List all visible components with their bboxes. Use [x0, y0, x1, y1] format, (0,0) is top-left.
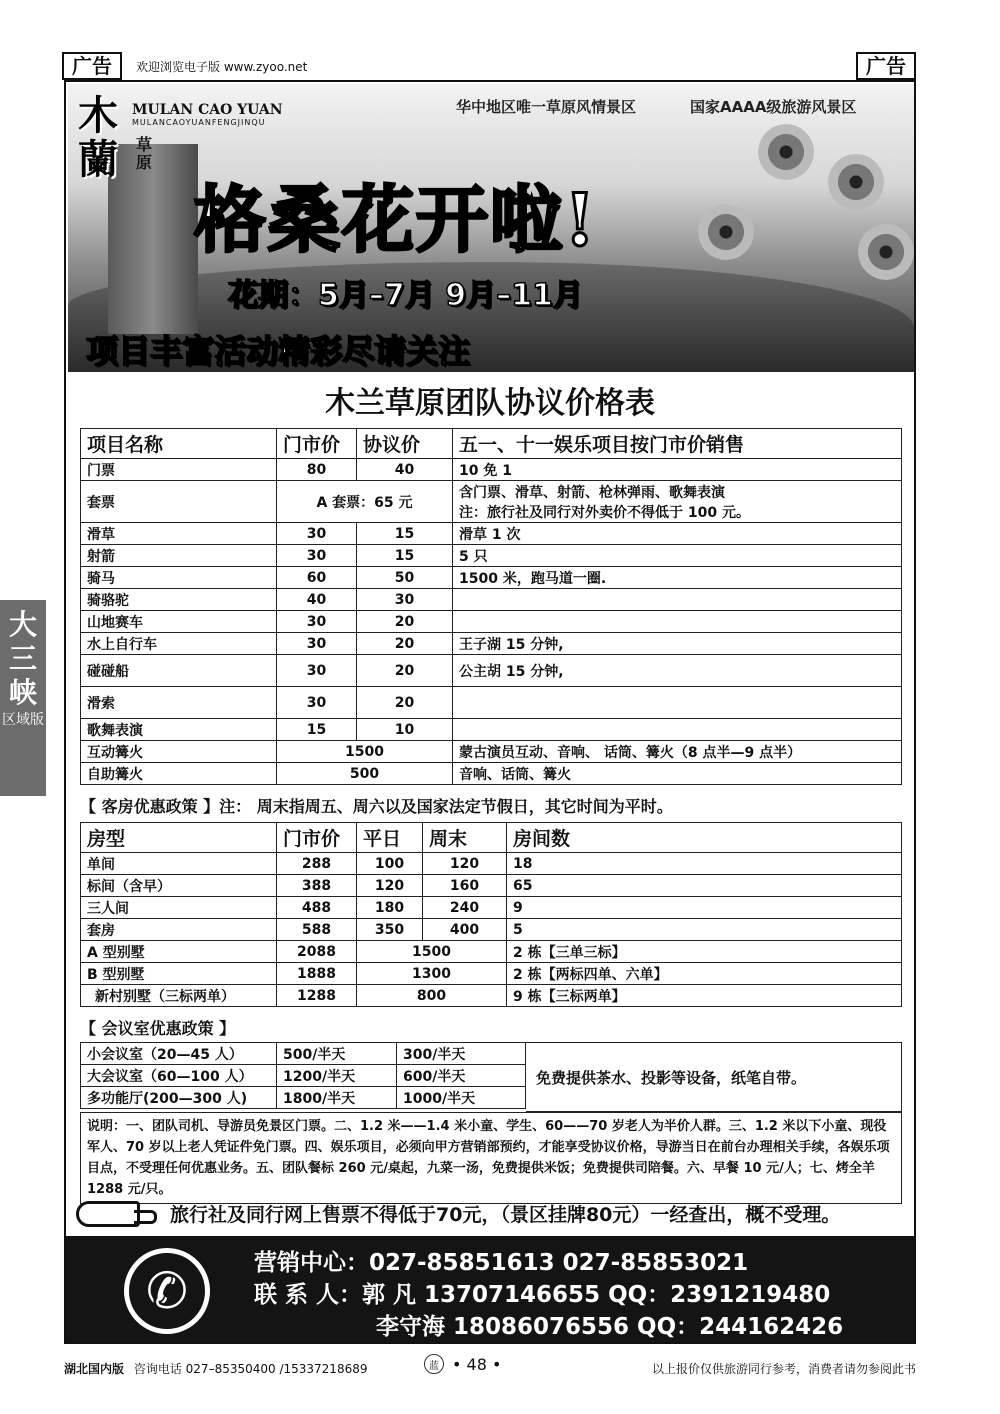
- logo-small-text: 草原: [136, 135, 153, 172]
- table-row: [81, 963, 902, 985]
- table-row: [81, 481, 902, 523]
- bonfire-price: 1500: [277, 741, 453, 763]
- agreed-price: 15: [357, 545, 453, 567]
- header-weekend: 周末: [423, 823, 507, 853]
- package-note-1: 含门票、滑草、射箭、枪林弹雨、歌舞表演: [459, 484, 725, 501]
- room-price-table: [80, 822, 902, 1007]
- slogan: 项目丰富活动精彩尽请关注: [86, 332, 471, 370]
- table-row: [81, 719, 902, 741]
- terms-notes: 说明：一、团队司机、导游员免景区门票。二、1.2 米——1.4 米小童、学生、60——70 岁老人为半价人群。三、1.2 米以下小童、现役军人、70 岁以上老人凭证件免门票。四、娱乐项目，必须向甲方营销部预约，才能享受协议价格，导游当日在前台办理相关手续，各娱乐项目点，不受理任何优惠业务。五、团队餐标 260 元/桌起，九菜一汤，免费提供米饭；免费提供司陪餐。六、早餐 10 元/人；七、烤全羊 1288 元/只。: [80, 1112, 902, 1204]
- table-row: [81, 655, 902, 687]
- project-note: 10 免 1: [453, 459, 902, 481]
- project-note: [453, 611, 902, 633]
- room-type: 单间: [81, 853, 277, 875]
- edition-badge: 蓝: [424, 1354, 444, 1374]
- table-row: [81, 875, 902, 897]
- meeting-policy-heading: 【 会议室优惠政策 】: [80, 1019, 236, 1038]
- project-name: 滑草: [81, 523, 277, 545]
- retail-price: 30: [277, 611, 357, 633]
- logo-english-sub: MULANCAOYUANFENGJINQU: [132, 118, 266, 127]
- project-note: [453, 481, 902, 523]
- weekend-price: 240: [423, 897, 507, 919]
- agreed-price: 40: [357, 459, 453, 481]
- room-count: 9 栋【三标两单】: [507, 985, 902, 1007]
- table-row: [81, 1087, 526, 1109]
- meeting-room-name: 多功能厅(200—300 人): [81, 1087, 277, 1109]
- project-note: 公主胡 15 分钟,: [453, 655, 902, 687]
- package-price: A 套票：65 元: [277, 481, 453, 523]
- agreed-price: 10: [357, 719, 453, 741]
- room-count: 5: [507, 919, 902, 941]
- meeting-room-table: [80, 1042, 526, 1109]
- project-name: 自助篝火: [81, 763, 277, 785]
- header-note: 五一、十一娱乐项目按门市价销售: [453, 429, 902, 459]
- agreed-price: 300/半天: [397, 1043, 526, 1065]
- room-count: 9: [507, 897, 902, 919]
- welcome-text[interactable]: 欢迎浏览电子版 www.zyoo.net: [136, 60, 308, 74]
- retail-price: 1200/半天: [277, 1065, 397, 1087]
- room-count: 65: [507, 875, 902, 897]
- villa-price: 1500: [357, 941, 507, 963]
- project-name: 滑索: [81, 687, 277, 719]
- retail-price: 30: [277, 545, 357, 567]
- hotline: 咨询电话 027–85350400 /15337218689: [133, 1362, 368, 1376]
- meeting-room-name: 大会议室（60—100 人）: [81, 1065, 277, 1087]
- table-row: [81, 611, 902, 633]
- agreed-price: 20: [357, 633, 453, 655]
- table-row: [81, 897, 902, 919]
- agreed-price: 600/半天: [397, 1065, 526, 1087]
- bonfire-price: 500: [277, 763, 453, 785]
- footer-disclaimer: 以上报价仅供旅游同行参考，消费者请勿参阅此书: [651, 1362, 916, 1376]
- room-type: 标间（含早）: [81, 875, 277, 897]
- retail-price: 80: [277, 459, 357, 481]
- project-name: 门票: [81, 459, 277, 481]
- room-type: A 型别墅: [81, 941, 277, 963]
- room-type: 新村别墅（三标两单）: [81, 985, 277, 1007]
- contact-person-2[interactable]: 李守海 18086076556 QQ：244162426: [376, 1314, 844, 1340]
- room-count: 18: [507, 853, 902, 875]
- project-name: 骑骆驼: [81, 589, 277, 611]
- logo-english: MULAN CAO YUAN: [132, 102, 283, 118]
- weekend-price: 120: [423, 853, 507, 875]
- room-type: 套房: [81, 919, 277, 941]
- retail-price: 1800/半天: [277, 1087, 397, 1109]
- weekday-price: 100: [357, 853, 423, 875]
- retail-price: 288: [277, 853, 357, 875]
- weekday-price: 120: [357, 875, 423, 897]
- retail-price: 1288: [277, 985, 357, 1007]
- retail-price: 30: [277, 633, 357, 655]
- header-weekday: 平日: [357, 823, 423, 853]
- retail-price: 1888: [277, 963, 357, 985]
- retail-price: 2088: [277, 941, 357, 963]
- header-room-count: 房间数: [507, 823, 902, 853]
- table-row: [81, 567, 902, 589]
- project-name: 骑马: [81, 567, 277, 589]
- project-name: 互动篝火: [81, 741, 277, 763]
- room-count: 2 栋【三单三标】: [507, 941, 902, 963]
- table-row: [81, 687, 902, 719]
- agreed-price: 20: [357, 611, 453, 633]
- table-row: [81, 763, 902, 785]
- contact-panel: [66, 1236, 914, 1342]
- table-row: [81, 633, 902, 655]
- project-note: [453, 719, 902, 741]
- project-price-table: [80, 428, 902, 785]
- package-note-2: 注：旅行社及同行对外卖价不得低于 100 元。: [459, 504, 750, 521]
- weekend-price: 160: [423, 875, 507, 897]
- flower-icon: [758, 124, 814, 180]
- advertisement-frame: [64, 80, 916, 1344]
- table-row: [81, 919, 902, 941]
- table-row: [81, 1065, 526, 1087]
- agreed-price: 50: [357, 567, 453, 589]
- weekday-price: 350: [357, 919, 423, 941]
- project-note: 蒙古演员互动、音响、 话筒、篝火（8 点半—9 点半）: [453, 741, 902, 763]
- room-type: 三人间: [81, 897, 277, 919]
- table-row: [81, 741, 902, 763]
- tagline-rating: 国家AAAA级旅游风景区: [690, 98, 857, 116]
- retail-price: 488: [277, 897, 357, 919]
- agreed-price: 1000/半天: [397, 1087, 526, 1109]
- table-row: [81, 459, 902, 481]
- header-agreed: 协议价: [357, 429, 453, 459]
- ad-label-right: 广告: [856, 52, 916, 80]
- table-row: [81, 545, 902, 567]
- contact-person-1[interactable]: 联 系 人：郭 凡 13707146655 QQ：2391219480: [254, 1282, 831, 1308]
- table-row: [81, 941, 902, 963]
- table-row: [81, 1043, 526, 1065]
- header-project: 项目名称: [81, 429, 277, 459]
- agreed-price: 20: [357, 687, 453, 719]
- table-header-row: [81, 429, 902, 459]
- side-tab-title: 大三峡: [8, 608, 37, 709]
- table-row: [81, 589, 902, 611]
- agreed-price: 15: [357, 523, 453, 545]
- headline: 格桑花开啦!: [194, 177, 598, 262]
- weekend-price: 400: [423, 919, 507, 941]
- project-note: 5 只: [453, 545, 902, 567]
- room-count: 2 栋【两标四单、六单】: [507, 963, 902, 985]
- retail-price: 30: [277, 523, 357, 545]
- project-note: 1500 米，跑马道一圈.: [453, 567, 902, 589]
- villa-price: 1300: [357, 963, 507, 985]
- pointing-hand-icon: [76, 1201, 140, 1227]
- flower-icon: [858, 224, 914, 280]
- agreed-price: 30: [357, 589, 453, 611]
- project-note: 王子湖 15 分钟,: [453, 633, 902, 655]
- project-note: [453, 687, 902, 719]
- table-row: [81, 523, 902, 545]
- tagline-region: 华中地区唯一草原风情景区: [456, 98, 637, 116]
- meeting-room-note: 免费提供茶水、投影等设备，纸笔自带。: [526, 1042, 902, 1112]
- villa-price: 800: [357, 985, 507, 1007]
- project-name: 山地赛车: [81, 611, 277, 633]
- header-retail: 门市价: [277, 429, 357, 459]
- page-number: • 48 •: [452, 1354, 502, 1374]
- retail-price: 15: [277, 719, 357, 741]
- agreed-price: 20: [357, 655, 453, 687]
- flower-period: 花期：5月–7月 9月–11月: [228, 278, 583, 313]
- weekday-price: 180: [357, 897, 423, 919]
- ad-label-left: 广告: [62, 52, 122, 80]
- room-policy-heading: 【 客房优惠政策 】注： 周末指周五、周六以及国家法定节假日，其它时间为平时。: [80, 797, 673, 816]
- banner: [68, 84, 914, 372]
- project-name: 碰碰船: [81, 655, 277, 687]
- retail-price: 60: [277, 567, 357, 589]
- project-name: 套票: [81, 481, 277, 523]
- retail-price: 500/半天: [277, 1043, 397, 1065]
- footer-left: [64, 1360, 367, 1377]
- footer-page: [424, 1354, 501, 1374]
- header-room-type: 房型: [81, 823, 277, 853]
- table-row: [81, 853, 902, 875]
- project-name: 水上自行车: [81, 633, 277, 655]
- project-note: [453, 589, 902, 611]
- table-title: 木兰草原团队协议价格表: [325, 386, 655, 421]
- project-note: 滑草 1 次: [453, 523, 902, 545]
- sales-phone[interactable]: 营销中心：027-85851613 027-85853021: [254, 1250, 749, 1276]
- retail-price: 588: [277, 919, 357, 941]
- phone-icon: ✆: [124, 1248, 210, 1334]
- header-retail: 门市价: [277, 823, 357, 853]
- retail-price: 40: [277, 589, 357, 611]
- warning-text: 旅行社及同行网上售票不得低于70元，（景区挂牌80元）一经查出，概不受理。: [170, 1204, 841, 1226]
- retail-price: 388: [277, 875, 357, 897]
- meeting-room-name: 小会议室（20—45 人）: [81, 1043, 277, 1065]
- side-tab-sub: 区域版: [2, 712, 44, 728]
- project-note: 音响、话筒、篝火: [453, 763, 902, 785]
- side-tab: [0, 600, 46, 796]
- table-row: [81, 985, 902, 1007]
- project-name: 射箭: [81, 545, 277, 567]
- warning-line: [76, 1200, 908, 1227]
- project-name: 歌舞表演: [81, 719, 277, 741]
- table-header-row: [81, 823, 902, 853]
- room-type: B 型别墅: [81, 963, 277, 985]
- edition-label: 湖北国内版: [64, 1362, 125, 1376]
- retail-price: 30: [277, 655, 357, 687]
- flower-icon: [828, 154, 884, 210]
- flower-icon: [698, 204, 754, 260]
- logo-chinese: 木蘭: [78, 92, 118, 183]
- retail-price: 30: [277, 687, 357, 719]
